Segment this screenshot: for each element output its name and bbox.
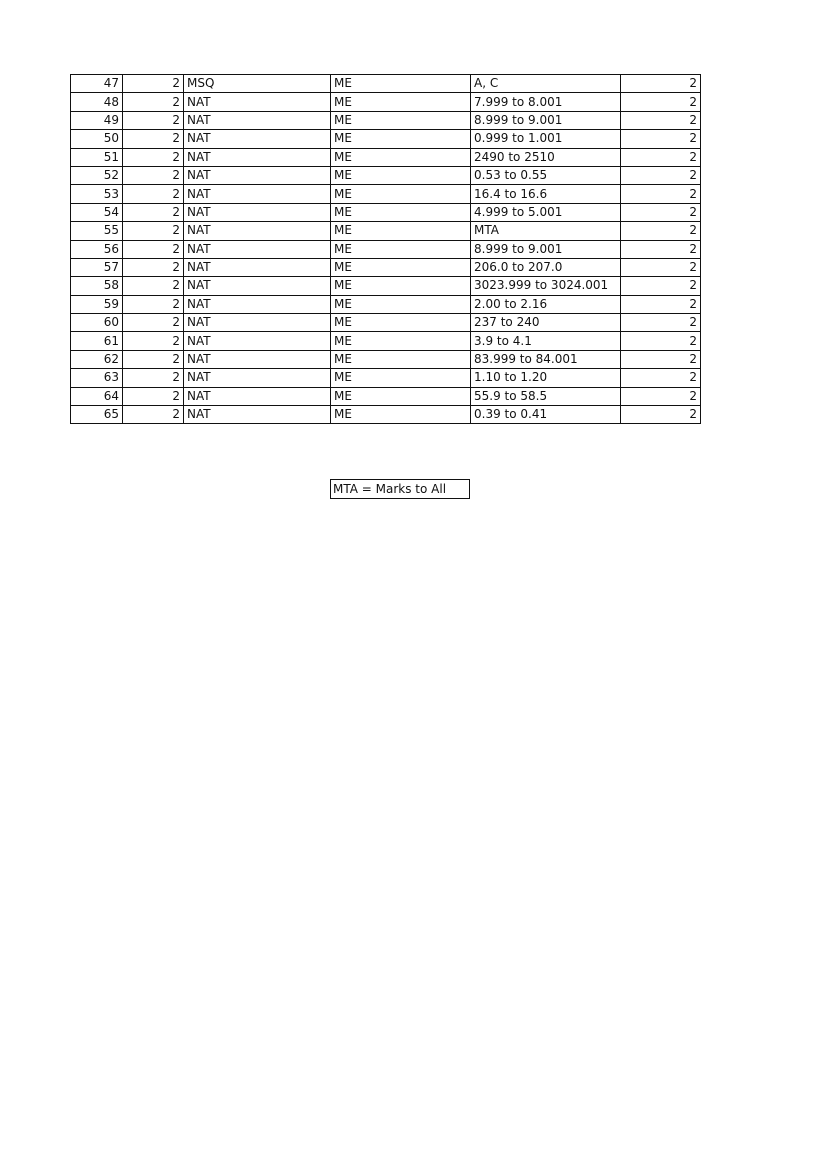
points-cell: 2 — [621, 148, 701, 166]
answer-key-cell: 206.0 to 207.0 — [471, 258, 621, 276]
question-type-cell: NAT — [184, 111, 331, 129]
question-type-cell: NAT — [184, 406, 331, 424]
section-cell: ME — [331, 166, 471, 184]
table-row — [71, 222, 701, 240]
mta-legend: MTA = Marks to All — [330, 479, 470, 499]
table-row — [71, 75, 701, 93]
points-cell: 2 — [621, 314, 701, 332]
answer-key-cell: 0.999 to 1.001 — [471, 130, 621, 148]
section-cell: ME — [331, 350, 471, 368]
table-row — [71, 314, 701, 332]
marks-cell: 2 — [123, 185, 184, 203]
question-number-cell: 63 — [71, 369, 123, 387]
answer-key-cell: 1.10 to 1.20 — [471, 369, 621, 387]
points-cell: 2 — [621, 130, 701, 148]
answer-key-cell: 2490 to 2510 — [471, 148, 621, 166]
section-cell: ME — [331, 277, 471, 295]
section-cell: ME — [331, 185, 471, 203]
marks-cell: 2 — [123, 387, 184, 405]
section-cell: ME — [331, 240, 471, 258]
answer-key-cell: 2.00 to 2.16 — [471, 295, 621, 313]
points-cell: 2 — [621, 277, 701, 295]
question-type-cell: NAT — [184, 203, 331, 221]
table-row — [71, 111, 701, 129]
question-number-cell: 58 — [71, 277, 123, 295]
marks-cell: 2 — [123, 111, 184, 129]
section-cell: ME — [331, 258, 471, 276]
points-cell: 2 — [621, 369, 701, 387]
section-cell: ME — [331, 148, 471, 166]
question-number-cell: 64 — [71, 387, 123, 405]
question-type-cell: NAT — [184, 350, 331, 368]
question-number-cell: 57 — [71, 258, 123, 276]
marks-cell: 2 — [123, 222, 184, 240]
marks-cell: 2 — [123, 406, 184, 424]
table-row — [71, 148, 701, 166]
question-type-cell: MSQ — [184, 75, 331, 93]
section-cell: ME — [331, 369, 471, 387]
question-number-cell: 49 — [71, 111, 123, 129]
points-cell: 2 — [621, 387, 701, 405]
table-row — [71, 130, 701, 148]
points-cell: 2 — [621, 93, 701, 111]
answer-key-cell: 237 to 240 — [471, 314, 621, 332]
points-cell: 2 — [621, 332, 701, 350]
answer-key-table — [70, 74, 701, 424]
table-row — [71, 350, 701, 368]
question-type-cell: NAT — [184, 185, 331, 203]
section-cell: ME — [331, 111, 471, 129]
table-row — [71, 258, 701, 276]
question-type-cell: NAT — [184, 277, 331, 295]
question-number-cell: 52 — [71, 166, 123, 184]
marks-cell: 2 — [123, 277, 184, 295]
points-cell: 2 — [621, 406, 701, 424]
table-row — [71, 387, 701, 405]
section-cell: ME — [331, 93, 471, 111]
points-cell: 2 — [621, 258, 701, 276]
points-cell: 2 — [621, 166, 701, 184]
section-cell: ME — [331, 387, 471, 405]
marks-cell: 2 — [123, 166, 184, 184]
points-cell: 2 — [621, 240, 701, 258]
question-number-cell: 55 — [71, 222, 123, 240]
answer-key-cell: 16.4 to 16.6 — [471, 185, 621, 203]
marks-cell: 2 — [123, 203, 184, 221]
marks-cell: 2 — [123, 148, 184, 166]
question-type-cell: NAT — [184, 295, 331, 313]
question-type-cell: NAT — [184, 130, 331, 148]
answer-key-cell: 0.53 to 0.55 — [471, 166, 621, 184]
question-number-cell: 53 — [71, 185, 123, 203]
points-cell: 2 — [621, 350, 701, 368]
marks-cell: 2 — [123, 314, 184, 332]
question-type-cell: NAT — [184, 332, 331, 350]
question-type-cell: NAT — [184, 166, 331, 184]
answer-key-cell: 55.9 to 58.5 — [471, 387, 621, 405]
table-row — [71, 406, 701, 424]
answer-key-cell: 8.999 to 9.001 — [471, 240, 621, 258]
question-number-cell: 60 — [71, 314, 123, 332]
marks-cell: 2 — [123, 130, 184, 148]
section-cell: ME — [331, 295, 471, 313]
question-number-cell: 56 — [71, 240, 123, 258]
points-cell: 2 — [621, 203, 701, 221]
table-row — [71, 277, 701, 295]
answer-key-cell: A, C — [471, 75, 621, 93]
table-row — [71, 185, 701, 203]
marks-cell: 2 — [123, 350, 184, 368]
answer-key-cell: 83.999 to 84.001 — [471, 350, 621, 368]
table-row — [71, 166, 701, 184]
table-row — [71, 93, 701, 111]
question-type-cell: NAT — [184, 148, 331, 166]
question-type-cell: NAT — [184, 240, 331, 258]
marks-cell: 2 — [123, 240, 184, 258]
marks-cell: 2 — [123, 295, 184, 313]
marks-cell: 2 — [123, 332, 184, 350]
question-type-cell: NAT — [184, 93, 331, 111]
points-cell: 2 — [621, 222, 701, 240]
answer-key-cell: 3023.999 to 3024.001 — [471, 277, 621, 295]
section-cell: ME — [331, 314, 471, 332]
answer-key-cell: 0.39 to 0.41 — [471, 406, 621, 424]
question-type-cell: NAT — [184, 314, 331, 332]
question-type-cell: NAT — [184, 387, 331, 405]
question-type-cell: NAT — [184, 258, 331, 276]
points-cell: 2 — [621, 295, 701, 313]
answer-key-cell: 7.999 to 8.001 — [471, 93, 621, 111]
question-number-cell: 47 — [71, 75, 123, 93]
marks-cell: 2 — [123, 258, 184, 276]
marks-cell: 2 — [123, 93, 184, 111]
points-cell: 2 — [621, 185, 701, 203]
section-cell: ME — [331, 406, 471, 424]
section-cell: ME — [331, 203, 471, 221]
question-number-cell: 51 — [71, 148, 123, 166]
question-number-cell: 54 — [71, 203, 123, 221]
answer-key-cell: 4.999 to 5.001 — [471, 203, 621, 221]
question-number-cell: 61 — [71, 332, 123, 350]
answer-key-cell: 8.999 to 9.001 — [471, 111, 621, 129]
marks-cell: 2 — [123, 75, 184, 93]
question-number-cell: 62 — [71, 350, 123, 368]
points-cell: 2 — [621, 75, 701, 93]
marks-cell: 2 — [123, 369, 184, 387]
section-cell: ME — [331, 130, 471, 148]
table-row — [71, 203, 701, 221]
answer-key-cell: MTA — [471, 222, 621, 240]
table-row — [71, 369, 701, 387]
section-cell: ME — [331, 332, 471, 350]
table-row — [71, 332, 701, 350]
section-cell: ME — [331, 222, 471, 240]
question-number-cell: 65 — [71, 406, 123, 424]
question-number-cell: 50 — [71, 130, 123, 148]
question-type-cell: NAT — [184, 369, 331, 387]
points-cell: 2 — [621, 111, 701, 129]
question-number-cell: 48 — [71, 93, 123, 111]
table-row — [71, 295, 701, 313]
answer-key-cell: 3.9 to 4.1 — [471, 332, 621, 350]
section-cell: ME — [331, 75, 471, 93]
answer-key-rows — [71, 75, 701, 424]
question-number-cell: 59 — [71, 295, 123, 313]
table-row — [71, 240, 701, 258]
question-type-cell: NAT — [184, 222, 331, 240]
